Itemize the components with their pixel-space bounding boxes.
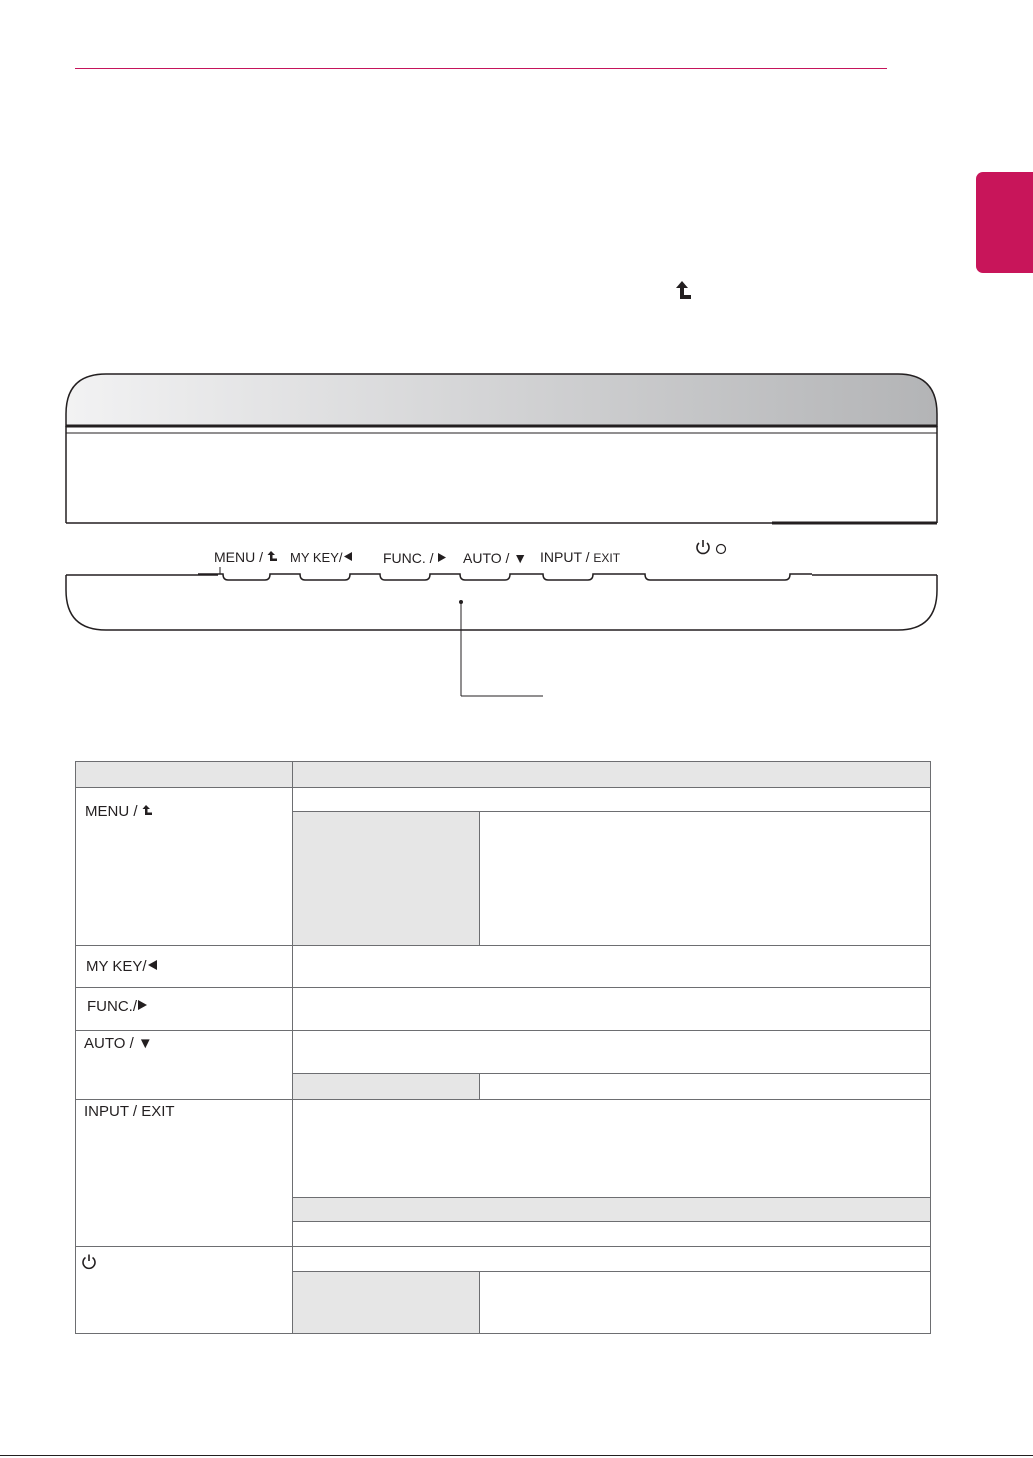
row-label-input: INPUT / EXIT: [84, 1103, 175, 1120]
return-arrow-icon: [142, 804, 153, 816]
table-header-row: [76, 762, 930, 787]
monitor-mykey-button-label: MY KEY/: [290, 550, 353, 565]
left-triangle-icon: [343, 551, 353, 562]
indicator-leader-line: [455, 636, 545, 702]
return-arrow-icon: [673, 278, 693, 302]
input-subrow: [293, 1197, 930, 1221]
row-label-mykey: MY KEY/: [86, 958, 158, 975]
return-arrow-icon: [267, 550, 278, 562]
button-function-table: [75, 761, 931, 1334]
row-label-func: FUNC./: [87, 998, 148, 1015]
monitor-menu-button-label: MENU /: [214, 549, 278, 565]
row-label-menu: MENU /: [85, 803, 153, 820]
language-side-tab: [976, 172, 1033, 273]
power-icon: [81, 1254, 97, 1270]
monitor-input-button-label: INPUT / EXIT: [540, 549, 621, 565]
auto-subcell: [293, 1073, 480, 1099]
menu-subcell: [293, 812, 480, 945]
right-triangle-icon: [137, 999, 148, 1011]
footer-rule: [0, 1455, 1033, 1456]
power-subcell: [293, 1271, 480, 1333]
header-rule: [75, 68, 887, 69]
monitor-auto-button-label: AUTO / ▼: [463, 550, 528, 566]
left-triangle-icon: [147, 959, 158, 971]
monitor-front-illustration: [60, 368, 944, 638]
monitor-func-button-label: FUNC. /: [383, 550, 447, 566]
power-icon: [694, 539, 730, 557]
row-label-auto: AUTO / ▼: [84, 1035, 153, 1052]
right-triangle-icon: [437, 552, 447, 563]
